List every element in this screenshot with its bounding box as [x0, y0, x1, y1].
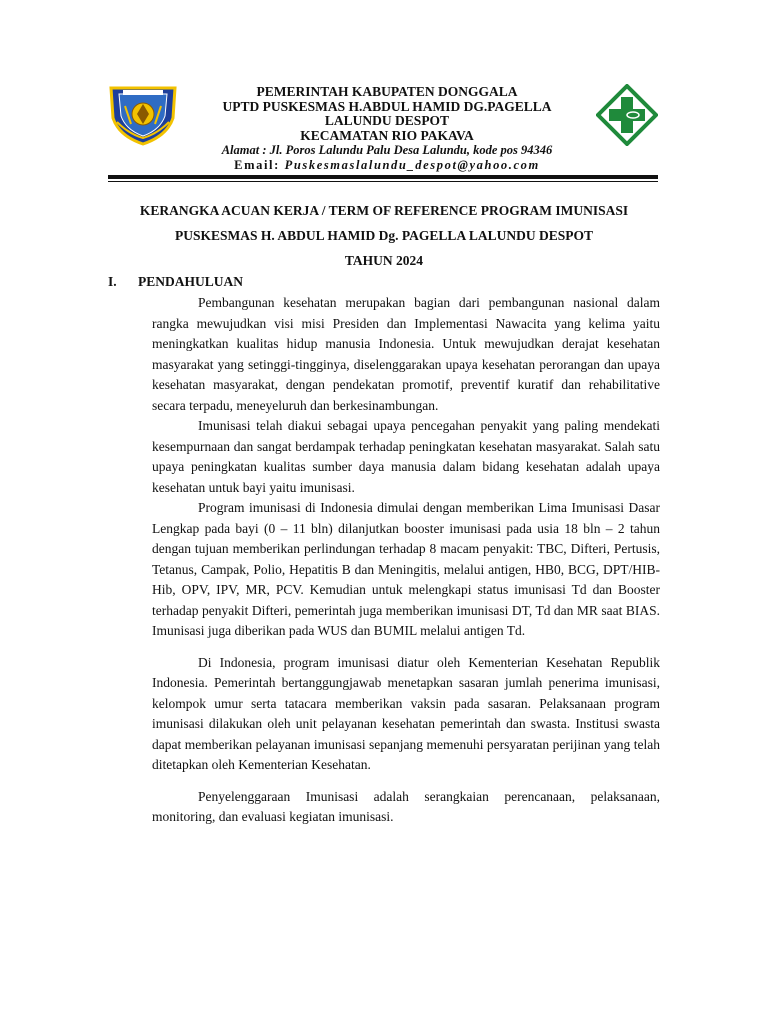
section-body — [152, 293, 660, 828]
paragraph-4: Di Indonesia, program imunisasi diatur oleh Kementerian Kesehatan Republik Indonesia. Pemerintah bertanggungjawab menetapkan sasaran jumlah penerima imunisasi, kelompok umur serta tatacara memberikan vaksin pada sasaran. Pelaksanaan program imunisasi dilakukan oleh unit pelayanan kesehatan pemerintah dan swasta. Institusi swasta dapat memberikan pelayanan imunisasi sepanjang memenuhi persyaratan perijinan yang telah ditetapkan oleh Kementerian Kesehatan. — [152, 654, 660, 772]
kop-address: Alamat : Jl. Poros Lalundu Palu Desa Lalundu, kode pos 94346 — [221, 143, 553, 157]
paragraph-5: Penyelenggaraan Imunisasi adalah serangkaian perencanaan, pelaksanaan, monitoring, dan evaluasi kegiatan imunisasi. — [152, 788, 660, 824]
kabupaten-emblem-icon — [107, 84, 179, 146]
kop-line-government: PEMERINTAH KABUPATEN DONGGALA — [256, 84, 518, 99]
paragraph-2: Imunisasi telah diakui sebagai upaya pencegahan penyakit yang paling mendekati kesempurnaan dan sangat berdampak terhadap peningkatan kesehatan masyarakat. Salah satu upaya peningkatan kualitas sumber daya manusia dalam bidang kesehatan adalah upaya kesehatan untuk bayi yaitu imunisasi. — [152, 418, 660, 495]
kop-email-line — [180, 158, 594, 173]
paragraph-3: Program imunisasi di Indonesia dimulai dengan memberikan Lima Imunisasi Dasar Lengkap pada bayi (0 – 11 bln) dilanjutkan booster imunisasi pada usia 18 bln – 2 tahun dengan tujuan memberikan perlindungan terhadap 8 macam penyakit: TBC, Difteri, Pertusis, Tetanus, Campak, Polio, Hepatitis B dan Meningitis, melalui antigen, HB0, BCG, DPT/HIB-Hib, OPV, IPV, MR, PCV. Kemudian untuk melengkapi status imunisasi Td dan Booster terhadap penyakit Difteri, pemerintah juga memberikan imunisasi DT, Td dan MR saat BIAS. Imunisasi juga diberikan pada WUS dan BUMIL melalui antigen Td. — [152, 500, 660, 638]
section-number: I. — [108, 274, 117, 289]
puskesmas-logo-icon — [596, 84, 658, 146]
kop-line-district: KECAMATAN RIO PAKAVA — [300, 127, 474, 143]
doc-title-line2: PUSKESMAS H. ABDUL HAMID Dg. PAGELLA LALUNDU DESPOT — [175, 228, 593, 243]
section-title: PENDAHULUAN — [138, 274, 244, 289]
doc-title-line1: KERANGKA ACUAN KERJA / TERM OF REFERENCE PROGRAM IMUNISASI — [139, 203, 629, 218]
kop-line-location: LALUNDU DESPOT — [324, 113, 450, 128]
section-heading — [108, 274, 243, 290]
letterhead-rule-thick — [108, 175, 658, 179]
paragraph-1: Pembangunan kesehatan merupakan bagian dari pembangunan nasional dalam rangka mewujudkan visi misi Presiden dan Implementasi Nawacita yang kelima yaitu meningkatkan kualitas hidup manusia Indonesia. Untuk mewujudkan derajat kesehatan masyarakat yang setinggi-tingginya, diselenggarakan upaya kesehatan perorangan dan upaya kesehatan masyarakat, dengan pendekatan promotif, preventif kuratif dan rehabilitative secara terpadu, meneyeluruh dan berkesinambungan. — [152, 295, 660, 413]
email-address: Puskesmaslalundu_despot@yahoo.com — [284, 157, 540, 172]
kop-line-uptd: UPTD PUSKESMAS H.ABDUL HAMID DG.PAGELLA — [222, 98, 552, 114]
email-label: Email: — [234, 157, 280, 172]
letterhead-rule-thin — [108, 181, 658, 182]
doc-title-line3: TAHUN 2024 — [344, 253, 424, 268]
letterhead — [0, 0, 768, 185]
letterhead-text — [180, 85, 594, 172]
